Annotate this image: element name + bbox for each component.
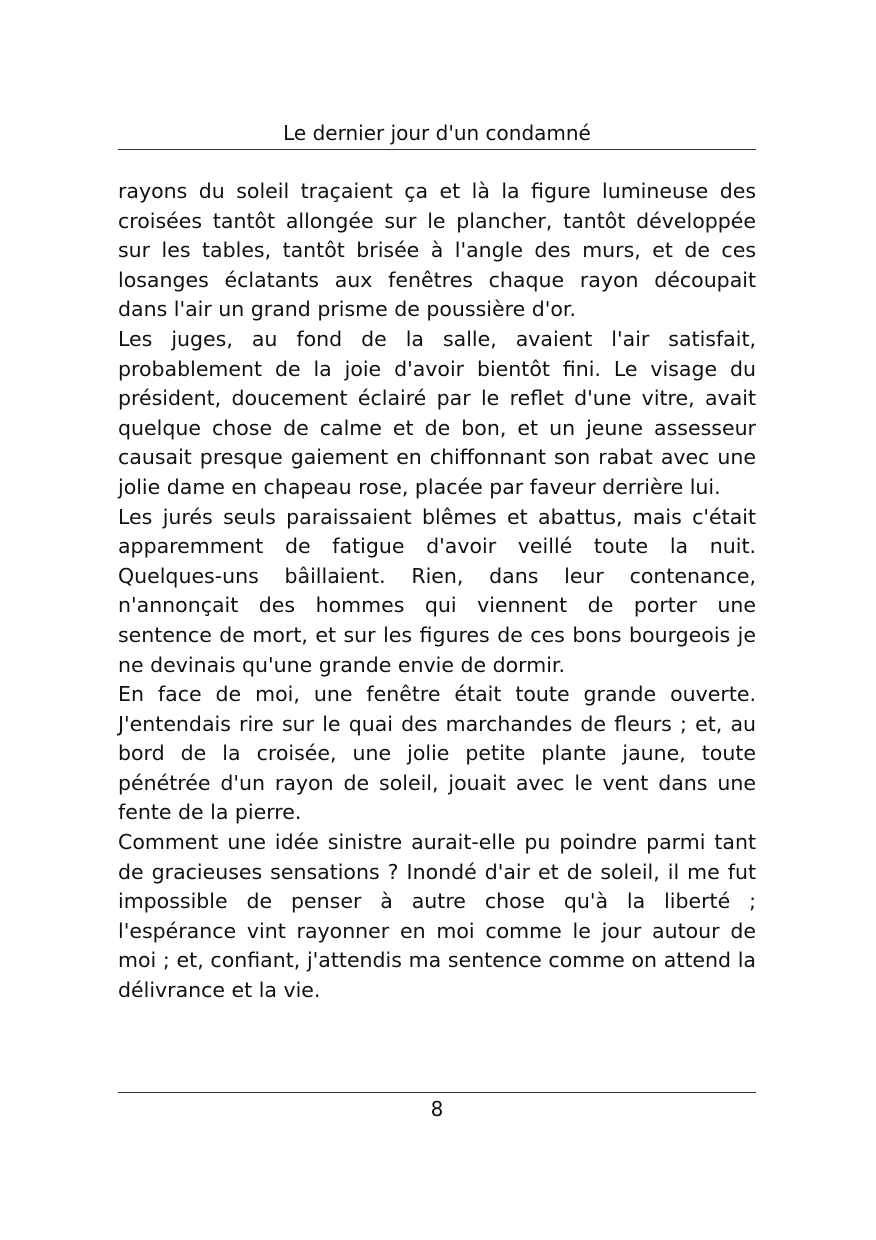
paragraph: Les juges, au fond de la salle, avaient l'air satisfait, probablement de la joie d'avoir bientôt fini. Le visage du président, doucement éclairé par le reflet d'une vitre, avait quelque chose de calme et de bon, et un jeune assesseur causait presque gaiement en chiffonnant son rabat avec une jolie dame en chapeau rose, placée par faveur derrière lui. bbox=[118, 326, 756, 499]
running-header-title: Le dernier jour d'un condamné bbox=[283, 121, 591, 145]
paragraph: rayons du soleil traçaient ça et là la figure lumineuse des croisées tantôt allongée sur le plancher, tantôt développée sur les tables, tantôt brisée à l'angle des murs, et de ces losanges éclatants aux fenêtres chaque rayon découpait dans l'air un grand prisme de poussière d'or. bbox=[118, 179, 756, 322]
header-divider bbox=[118, 149, 756, 150]
paragraph: Comment une idée sinistre aurait-elle pu poindre parmi tant de gracieuses sensations ? Inondé d'air et de soleil, il me fut impossible de penser à autre chose qu'à la liberté ; l'espérance vint rayonner en moi comme le jour autour de moi ; et, confiant, j'attendis ma sentence comme on attend la délivrance et la vie. bbox=[118, 830, 756, 1003]
page-body bbox=[118, 177, 756, 1006]
page-number: 8 bbox=[430, 1097, 444, 1121]
footer-divider bbox=[118, 1092, 756, 1093]
paragraph: Les jurés seuls paraissaient blêmes et abattus, mais c'était apparemment de fatigue d'avoir veillé toute la nuit. Quelques-uns bâillaient. Rien, dans leur contenance, n'annonçait des hommes qui viennent de porter une sentence de mort, et sur les figures de ces bons bourgeois je ne devinais qu'une grande envie de dormir. bbox=[118, 504, 756, 677]
paragraph: En face de moi, une fenêtre était toute grande ouverte. J'entendais rire sur le quai des marchandes de fleurs ; et, au bord de la croisée, une jolie petite plante jaune, toute pénétrée d'un rayon de soleil, jouait avec le vent dans une fente de la pierre. bbox=[118, 682, 756, 825]
